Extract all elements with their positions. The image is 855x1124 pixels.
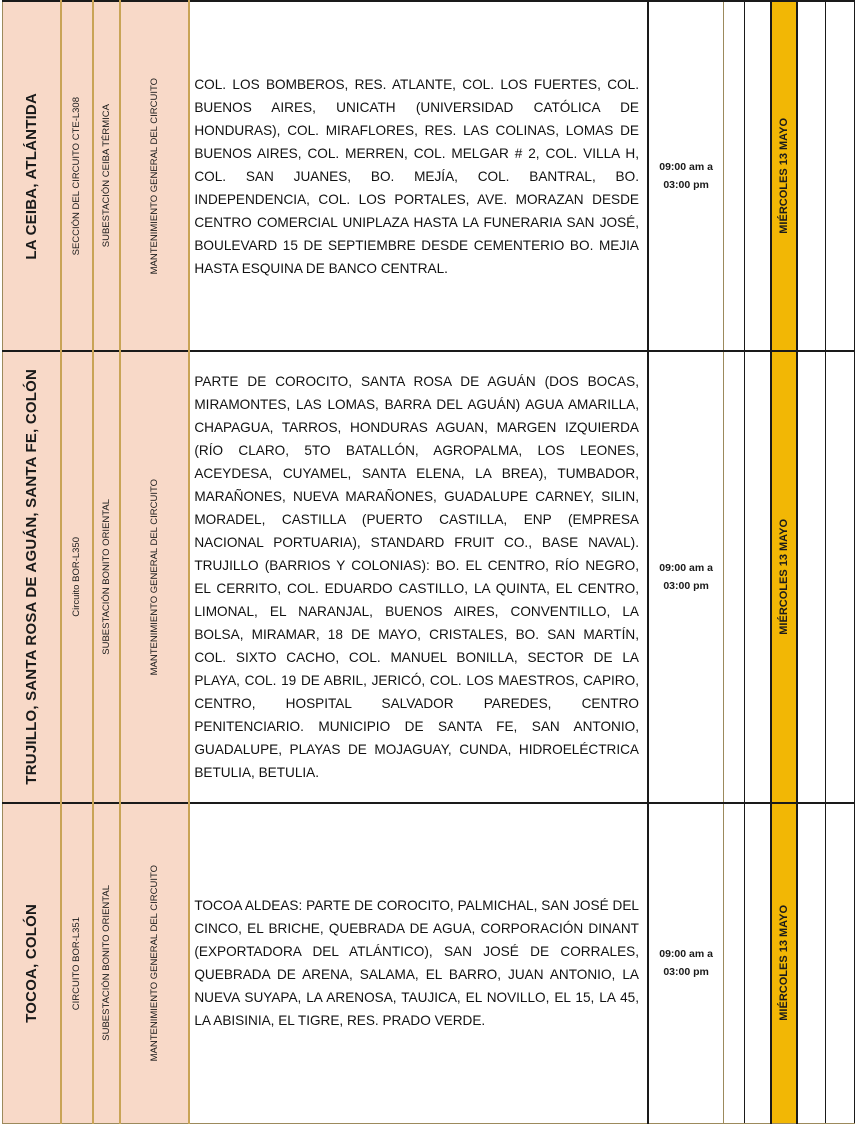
substation-cell bbox=[93, 1, 120, 351]
circuit-label: SECCIÓN DEL CIRCUITO CTE-L308 bbox=[71, 96, 83, 256]
blank-cell bbox=[797, 351, 826, 803]
work-label: MANTENIMIENTO GENERAL DEL CIRCUITO bbox=[149, 77, 161, 275]
blank-cell bbox=[797, 803, 826, 1123]
schedule-row bbox=[3, 351, 855, 803]
circuit-cell bbox=[61, 1, 93, 351]
work-label: MANTENIMIENTO GENERAL DEL CIRCUITO bbox=[149, 865, 161, 1062]
circuit-cell bbox=[61, 351, 93, 803]
time-cell bbox=[648, 803, 724, 1123]
city-cell bbox=[3, 803, 61, 1123]
city-label: TRUJILLO, SANTA ROSA DE AGUÁN, SANTA FE, COLÓN bbox=[22, 369, 40, 785]
circuit-label: CIRCUITO BOR-L351 bbox=[71, 916, 83, 1010]
date-label: MIÉRCOLES 13 MAYO bbox=[777, 519, 790, 635]
schedule-row bbox=[3, 803, 855, 1123]
affected-areas-text: PARTE DE COROCITO, SANTA ROSA DE AGUÁN (DOS BOCAS, MIRAMONTES, LAS LOMAS, BARRA DEL AGUÁN) AGUA AMARILLA, CHAPAGUA, TARROS, HONDURAS AGUAN, MARGEN IZQUIERDA (RÍO CLARO, 5TO BATALLÓN, AGROPALMA, LOS LEONES, ACEYDESA, CUYAMEL, SANTA ELENA, LA BREA), TUMBADOR, MARAÑONES, NUEVA MARAÑONES, GUADALUPE CARNEY, SILIN, MORADEL, CASTILLA (PUERTO CASTILLA, ENP (EMPRESA NACIONAL PORTUARIA), STANDARD FRUIT CO., BASE NAVAL). TRUJILLO (BARRIOS Y COLONIAS): BO. EL CENTRO, RÍO NEGRO, EL CERRITO, COL. EDUARDO CASTILLO, LA QUINTA, EL CENTRO, LIMONAL, EL NARANJAL, BUENOS AIRES, CONVENTILLO, LA BOLSA, MIRAMAR, 18 DE MAYO, CRISTALES, BO. SAN MARTÍN, COL. SIXTO CACHO, COL. MANUEL BONILLA, SECTOR DE LA PLAYA, COL. 19 DE ABRIL, JERICÓ, COL. LOS MAESTROS, CAPIRO, CENTRO, HOSPITAL SALVADOR PAREDES, CENTRO PENITENCIARIO. MUNICIPIO DE SANTA FE, SAN ANTONIO, GUADALUPE, PLAYAS DE MOJAGUAY, CUNDA, HIDROELÉCTRICA BETULIA, BETULIA. bbox=[194, 374, 639, 780]
time-start: 09:00 am a bbox=[659, 948, 713, 961]
blank-cell bbox=[724, 351, 745, 803]
time-end: 03:00 pm bbox=[663, 179, 709, 191]
substation-cell bbox=[93, 351, 120, 803]
time-cell bbox=[648, 351, 724, 803]
work-cell bbox=[120, 351, 189, 803]
blank-cell bbox=[826, 803, 855, 1123]
circuit-label: Circuito BOR-L350 bbox=[71, 537, 83, 617]
blank-cell bbox=[745, 351, 771, 803]
city-cell bbox=[3, 351, 61, 803]
blank-cell bbox=[797, 1, 826, 351]
outage-schedule-table bbox=[2, 0, 855, 1124]
affected-areas-cell bbox=[189, 1, 648, 351]
time-end: 03:00 pm bbox=[663, 966, 709, 979]
affected-areas-text: COL. LOS BOMBEROS, RES. ATLANTE, COL. LOS FUERTES, COL. BUENOS AIRES, UNICATH (UNIVERSIDAD CATÓLICA DE HONDURAS), COL. MIRAFLORES, RES. LAS COLINAS, LOMAS DE BUENOS AIRES, COL. MERREN, COL. MELGAR # 2, COL. VILLA H, COL. SAN JUANES, BO. MEJÍA, COL. BANTRAL, BO. INDEPENDENCIA, COL. LOS PORTALES, AVE. MORAZAN DESDE CENTRO COMERCIAL UNIPLAZA HASTA LA FUNERARIA SAN JOSÉ, BOULEVARD 15 DE SEPTIEMBRE DESDE CEMENTERIO BO. MEJIA HASTA ESQUINA DE BANCO CENTRAL. bbox=[194, 76, 639, 276]
blank-cell bbox=[745, 1, 771, 351]
time-start: 09:00 am a bbox=[659, 161, 713, 173]
schedule-row bbox=[3, 1, 855, 351]
time-cell bbox=[648, 1, 724, 351]
blank-cell bbox=[724, 803, 745, 1123]
city-label: LA CEIBA, ATLÁNTIDA bbox=[22, 92, 40, 260]
date-cell bbox=[771, 1, 797, 351]
time-end: 03:00 pm bbox=[663, 580, 709, 592]
date-cell bbox=[771, 803, 797, 1123]
affected-areas-text: TOCOA ALDEAS: PARTE DE COROCITO, PALMICHAL, SAN JOSÉ DEL CINCO, EL BRICHE, QUEBRADA DE AGUA, CORPORACIÓN DINANT (EXPORTADORA DEL ATLÁNTICO), SAN JOSÉ DE CORRALES, QUEBRADA DE ARENA, SALAMA, EL BARRO, JUAN ANTONIO, LA NUEVA SUYAPA, LA ARENOSA, TAUJICA, EL NOVILLO, EL 15, LA 45, LA ABISINIA, EL TIGRE, RES. PRADO VERDE. bbox=[194, 898, 639, 1029]
date-cell bbox=[771, 351, 797, 803]
substation-cell bbox=[93, 803, 120, 1123]
substation-label: SUBESTACIÓN CEIBA TÉRMICA bbox=[100, 104, 112, 248]
date-label: MIÉRCOLES 13 MAYO bbox=[777, 905, 790, 1022]
time-start: 09:00 am a bbox=[659, 562, 713, 574]
circuit-cell bbox=[61, 803, 93, 1123]
blank-cell bbox=[724, 1, 745, 351]
city-cell bbox=[3, 1, 61, 351]
work-label: MANTENIMIENTO GENERAL DEL CIRCUITO bbox=[149, 478, 161, 676]
substation-label: SUBESTACIÓN BONITO ORIENTAL bbox=[100, 499, 112, 655]
date-label: MIÉRCOLES 13 MAYO bbox=[777, 118, 790, 234]
blank-cell bbox=[826, 1, 855, 351]
affected-areas-cell bbox=[189, 351, 648, 803]
work-cell bbox=[120, 803, 189, 1123]
work-cell bbox=[120, 1, 189, 351]
substation-label: SUBESTACIÓN BONITO ORIENTAL bbox=[100, 885, 112, 1042]
affected-areas-cell bbox=[189, 803, 648, 1123]
blank-cell bbox=[745, 803, 771, 1123]
city-label: TOCOA, COLÓN bbox=[22, 903, 40, 1023]
blank-cell bbox=[826, 351, 855, 803]
